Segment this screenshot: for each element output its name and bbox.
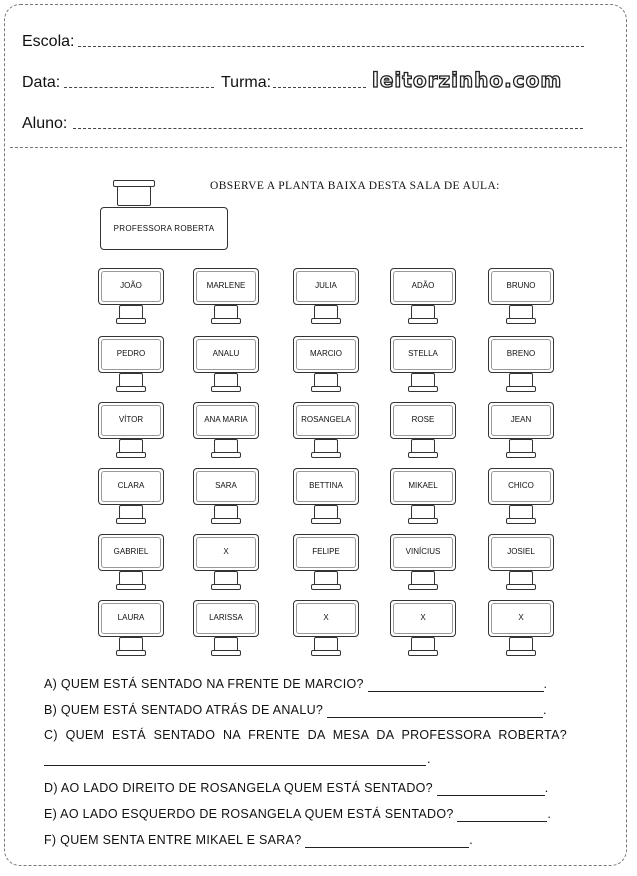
- student-desk: [98, 336, 164, 373]
- date-field[interactable]: [64, 87, 214, 88]
- student-name: BETTINA: [309, 481, 343, 491]
- student-name: ANALU: [212, 349, 240, 359]
- student-chair: [411, 305, 435, 321]
- student-desk: [293, 402, 359, 439]
- student-name: SARA: [215, 481, 237, 491]
- student-chair: [119, 637, 143, 653]
- student-name: CLARA: [117, 481, 145, 491]
- school-label: Escola:: [22, 33, 75, 50]
- student-label: Aluno:: [22, 115, 68, 132]
- student-chair: [411, 505, 435, 521]
- student-chair: [314, 373, 338, 389]
- student-name: MARCIO: [310, 349, 342, 359]
- student-chair: [314, 305, 338, 321]
- student-desk: [390, 534, 456, 571]
- student-name: GABRIEL: [113, 547, 149, 557]
- student-chair: [509, 305, 533, 321]
- answer-e-line[interactable]: [457, 807, 547, 822]
- student-name: JEAN: [510, 415, 532, 425]
- student-name: ANA MARIA: [204, 415, 248, 425]
- student-chair: [509, 505, 533, 521]
- student-name: BRENO: [506, 349, 536, 359]
- student-name: STELLA: [408, 349, 438, 359]
- answer-d-line[interactable]: [437, 781, 545, 796]
- student-chair: [214, 305, 238, 321]
- question-b: B) QUEM ESTÁ SENTADO ATRÁS DE ANALU? .: [44, 703, 547, 717]
- student-desk: [488, 600, 554, 637]
- question-e: E) AO LADO ESQUERDO DE ROSANGELA QUEM ESTÁ SENTADO? .: [44, 807, 552, 821]
- student-chair: [214, 505, 238, 521]
- student-chair: [411, 571, 435, 587]
- student-name: JULIA: [315, 281, 337, 291]
- student-chair: [214, 571, 238, 587]
- student-desk: [98, 268, 164, 305]
- student-desk: [488, 468, 554, 505]
- class-field[interactable]: [273, 87, 366, 88]
- student-name: VÍTOR: [118, 415, 144, 425]
- student-desk: [193, 534, 259, 571]
- student-chair: [119, 571, 143, 587]
- student-desk: [293, 600, 359, 637]
- student-chair: [509, 571, 533, 587]
- student-chair: [314, 439, 338, 455]
- student-desk: [98, 534, 164, 571]
- student-desk: [488, 336, 554, 373]
- student-name: ADÃO: [411, 281, 435, 291]
- student-desk: [390, 600, 456, 637]
- question-f: F) QUEM SENTA ENTRE MIKAEL E SARA? .: [44, 833, 474, 847]
- class-label: Turma:: [221, 74, 272, 91]
- answer-b-line[interactable]: [327, 703, 543, 718]
- student-desk: [293, 336, 359, 373]
- answer-f-line[interactable]: [305, 833, 469, 848]
- student-chair: [214, 637, 238, 653]
- student-name: MIKAEL: [408, 481, 438, 491]
- student-chair: [119, 439, 143, 455]
- student-name: X: [223, 547, 229, 557]
- student-chair: [214, 439, 238, 455]
- student-chair: [314, 571, 338, 587]
- student-chair: [214, 373, 238, 389]
- teacher-desk: PROFESSORA ROBERTA: [100, 207, 228, 250]
- student-name: LARISSA: [209, 613, 243, 623]
- student-chair: [411, 637, 435, 653]
- student-chair: [119, 373, 143, 389]
- student-name: X: [323, 613, 329, 623]
- student-name: JOSIEL: [507, 547, 535, 557]
- student-field[interactable]: [73, 128, 583, 129]
- student-name: JOÃO: [120, 281, 142, 291]
- student-desk: [390, 336, 456, 373]
- student-desk: [98, 402, 164, 439]
- student-name: X: [420, 613, 426, 623]
- student-desk: [193, 268, 259, 305]
- student-chair: [509, 439, 533, 455]
- student-name: VINÍCIUS: [405, 547, 441, 557]
- school-field[interactable]: [78, 46, 584, 47]
- student-name: CHICO: [508, 481, 534, 491]
- student-desk: [293, 534, 359, 571]
- student-desk: [390, 468, 456, 505]
- student-chair: [314, 505, 338, 521]
- section-divider: [10, 147, 622, 148]
- student-chair: [411, 373, 435, 389]
- question-c: C) QUEM ESTÁ SENTADO NA FRENTE DA MESA DA PROFESSORA ROBERTA?: [44, 728, 567, 742]
- student-chair: [119, 305, 143, 321]
- student-name: ROSANGELA: [301, 415, 351, 425]
- student-desk: [193, 600, 259, 637]
- student-desk: [488, 534, 554, 571]
- student-desk: [98, 600, 164, 637]
- answer-a-line[interactable]: [368, 677, 544, 692]
- question-a: A) QUEM ESTÁ SENTADO NA FRENTE DE MARCIO? .: [44, 677, 548, 691]
- student-name: BRUNO: [506, 281, 536, 291]
- student-name: LAURA: [117, 613, 145, 623]
- student-chair: [509, 637, 533, 653]
- student-desk: [193, 336, 259, 373]
- student-desk: [488, 402, 554, 439]
- student-desk: [193, 468, 259, 505]
- student-name: MARLENE: [206, 281, 246, 291]
- question-d: D) AO LADO DIREITO DE ROSANGELA QUEM ESTÁ SENTADO? .: [44, 781, 549, 795]
- student-desk: [390, 268, 456, 305]
- student-name: PEDRO: [116, 349, 146, 359]
- teacher-chair: [117, 184, 151, 206]
- answer-c-line[interactable]: [44, 765, 426, 766]
- student-desk: [293, 268, 359, 305]
- brand-logo: leitorzinho.com: [372, 68, 563, 92]
- student-chair: [411, 439, 435, 455]
- student-desk: [488, 268, 554, 305]
- student-desk: [390, 402, 456, 439]
- student-chair: [119, 505, 143, 521]
- student-desk: [98, 468, 164, 505]
- student-chair: [314, 637, 338, 653]
- floorplan-title: OBSERVE A PLANTA BAIXA DESTA SALA DE AULA:: [210, 180, 500, 192]
- student-name: FELIPE: [312, 547, 340, 557]
- student-name: ROSE: [411, 415, 435, 425]
- date-label: Data:: [22, 74, 61, 91]
- student-chair: [509, 373, 533, 389]
- student-name: X: [518, 613, 524, 623]
- student-desk: [293, 468, 359, 505]
- student-desk: [193, 402, 259, 439]
